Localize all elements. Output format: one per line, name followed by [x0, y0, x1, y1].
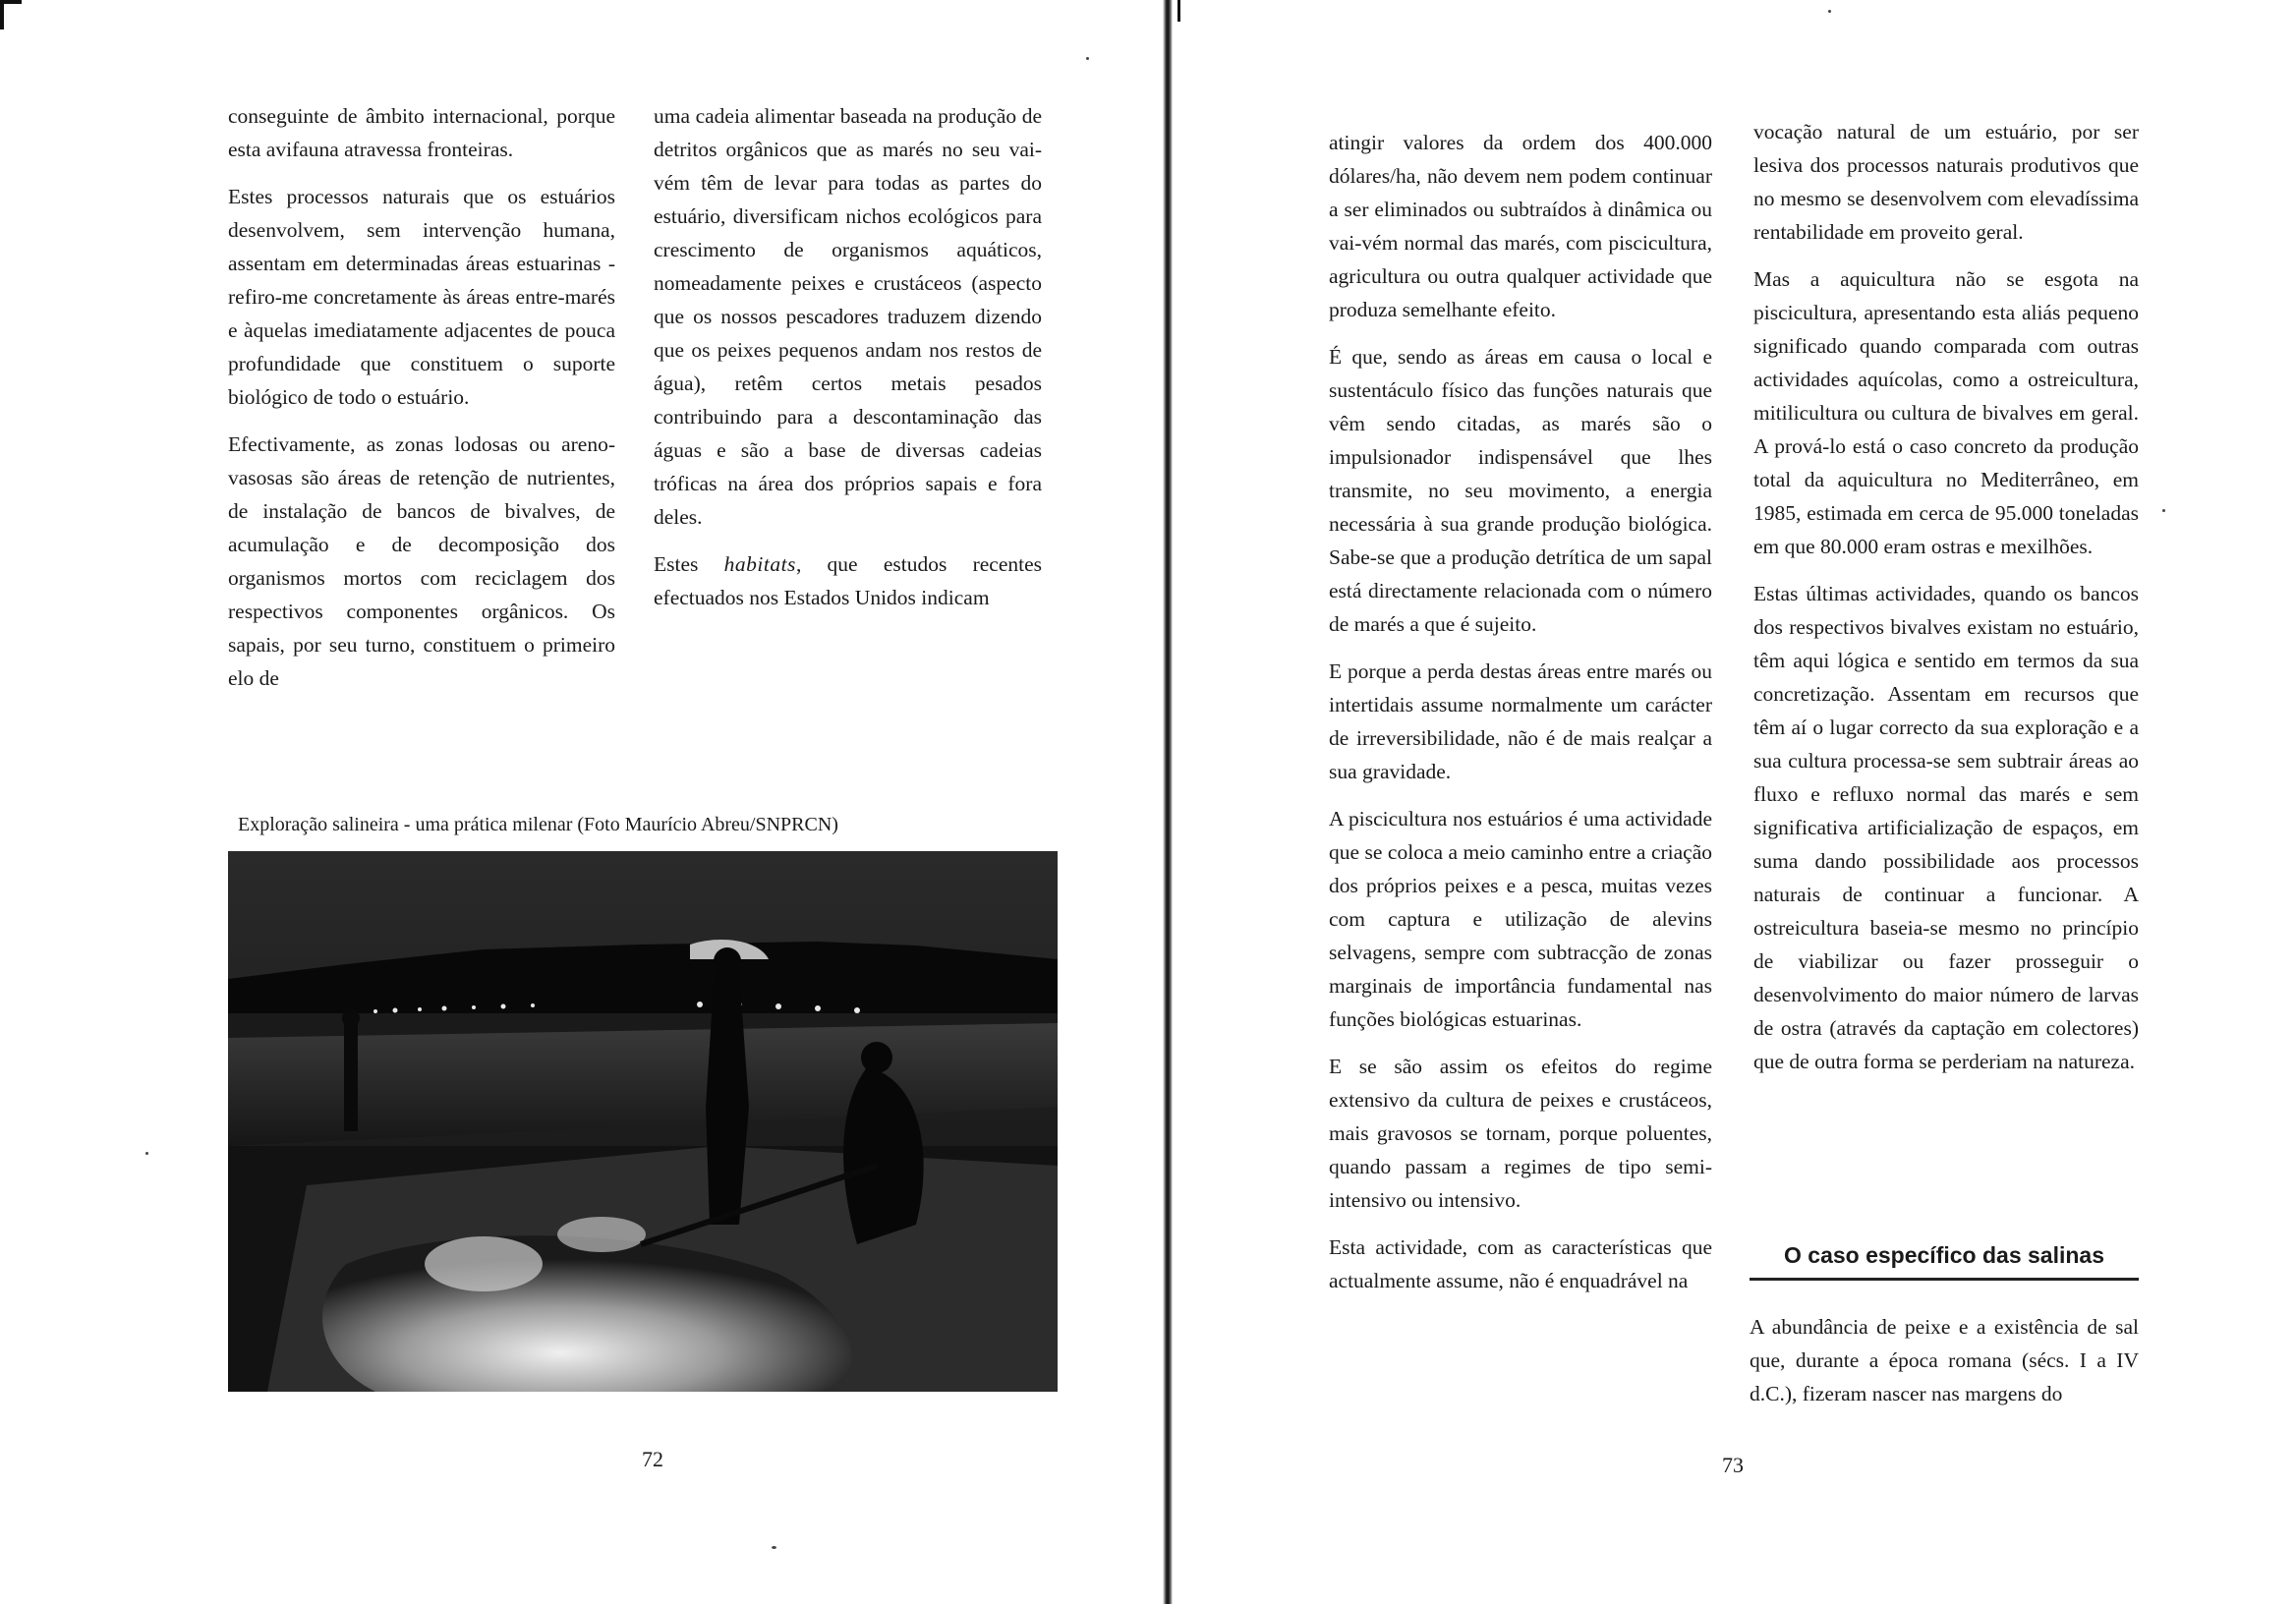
right-page-column-1 — [1329, 126, 1712, 1297]
paragraph: Esta actividade, com as características que actualmente assume, não é enquadrável na — [1329, 1235, 1712, 1292]
paragraph: Efectivamente, as zonas lodosas ou areno-vasosas são áreas de retenção de nutrientes, de instalação de bancos de bivalves, de acumulação e de decomposição dos organismos mortos com reciclagem dos respectivos componentes orgânicos. Os sapais, por seu turno, constituem o primeiro elo de — [228, 432, 615, 690]
salt-works-photo — [228, 851, 1058, 1392]
paragraph: A piscicultura nos estuários é uma actividade que se coloca a meio caminho entre a criação dos próprios peixes e a pesca, muitas vezes com captura e utilização de alevins selvagens, sempre com subtracção de zonas marginais de importância fundamental nas funções biológicas estuarinas. — [1329, 807, 1712, 1031]
section-paragraph-column — [1750, 1310, 2139, 1410]
paragraph: E se são assim os efeitos do regime extensivo da cultura de peixes e crustáceos, mais gravosos se tornam, porque poluentes, quando passam a regimes de tipo semi-intensivo ou intensivo. — [1329, 1055, 1712, 1212]
paragraph: uma cadeia alimentar baseada na produção de detritos orgânicos que as marés no seu vai-vém têm de levar para todas as partes do estuário, diversificam nichos ecológicos para crescimento de organismos aquáticos, nomeadamente peixes e crustáceos (aspecto que os nossos pescadores traduzem dizendo que os peixes pequenos andam nos restos de água), retêm certos metais pesados contribuindo para a descontaminação das águas e são a base de diversas cadeias tróficas na área dos próprios sapais e fora deles. — [654, 104, 1042, 529]
paragraph: A abundância de peixe e a existência de sal que, durante a época romana (sécs. I a IV d.C.), fizeram nascer nas margens do — [1750, 1315, 2139, 1405]
section-heading-rule — [1750, 1278, 2139, 1281]
paragraph: atingir valores da ordem dos 400.000 dólares/ha, não devem nem podem continuar a ser eliminados ou subtraídos à dinâmica ou vai-vém normal das marés, com piscicultura, agricultura ou outra qualquer actividade que produza semelhante efeito. — [1329, 131, 1712, 321]
paragraph: Estas últimas actividades, quando os bancos dos respectivos bivalves existam no estuário, têm aqui lógica e sentido em termos da sua concretização. Assentam em recursos que têm aí o lugar correcto da sua exploração e a sua cultura processa-se sem subtrair áreas ao fluxo e refluxo normal das marés e sem significativa artificialização de espaços, em suma dando possibilidade aos processos naturais de continuar a funcionar. A ostreicultura baseia-se mesmo no princípio de viabilizar ou fazer prosseguir o desenvolvimento do maior número de larvas de ostra (através da captação em colectores) que de outra forma se perderiam na natureza. — [1753, 582, 2139, 1073]
paragraph-text: , que estudos recentes efectuados nos Estados Unidos indicam — [654, 552, 1043, 609]
salt-works-photo-image — [228, 851, 1058, 1392]
paragraph — [654, 547, 1042, 614]
paragraph: Estes processos naturais que os estuários desenvolvem, sem intervenção humana, assentam em determinadas áreas estuarinas - refiro-me concretamente às áreas entre-marés e àquelas imediatamente adjacentes de pouca profundidade que constituem o suporte biológico de todo o estuário. — [228, 185, 615, 409]
page-number: 73 — [1722, 1453, 1744, 1477]
italic-term: habitats — [723, 552, 796, 576]
page-number: 72 — [642, 1447, 663, 1471]
paragraph: É que, sendo as áreas em causa o local e sustentáculo físico das funções naturais que vêm sendo citadas, as marés são o impulsionador indispensável que lhes transmite, no seu movimento, a energia necessária à sua grande produção biológica. Sabe-se que a produção detrítica de um sapal está directamente relacionada com o número de marés a que é sujeito. — [1329, 345, 1712, 636]
paragraph: E porque a perda destas áreas entre marés ou intertidais assume normalmente um carácter de irreversibilidade, não é de mais realçar a sua gravidade. — [1329, 659, 1712, 783]
left-page-column-2 — [654, 99, 1042, 614]
photo-caption: Exploração salineira - uma prática milenar (Foto Maurício Abreu/SNPRCN) — [238, 814, 838, 835]
paragraph: conseguinte de âmbito internacional, porque esta avifauna atravessa fronteiras. — [228, 104, 615, 161]
right-page-column-2 — [1753, 115, 2139, 1078]
section-heading: O caso específico das salinas — [1784, 1242, 2104, 1268]
paragraph-text: Estes — [654, 552, 724, 576]
left-page-column-1 — [228, 99, 615, 695]
paragraph: vocação natural de um estuário, por ser lesiva dos processos naturais produtivos que no mesmo se desenvolvem com elevadíssima rentabilidade em proveito geral. — [1753, 120, 2139, 244]
paragraph: Mas a aquicultura não se esgota na piscicultura, apresentando esta aliás pequeno significado quando comparada com outras actividades aquícolas, como a ostreicultura, mitilicultura ou cultura de bivalves em geral. A prová-lo está o caso concreto da produção total da aquicultura no Mediterrâneo, em 1985, estimada em cerca de 95.000 toneladas em que 80.000 eram ostras e mexilhões. — [1753, 267, 2139, 558]
